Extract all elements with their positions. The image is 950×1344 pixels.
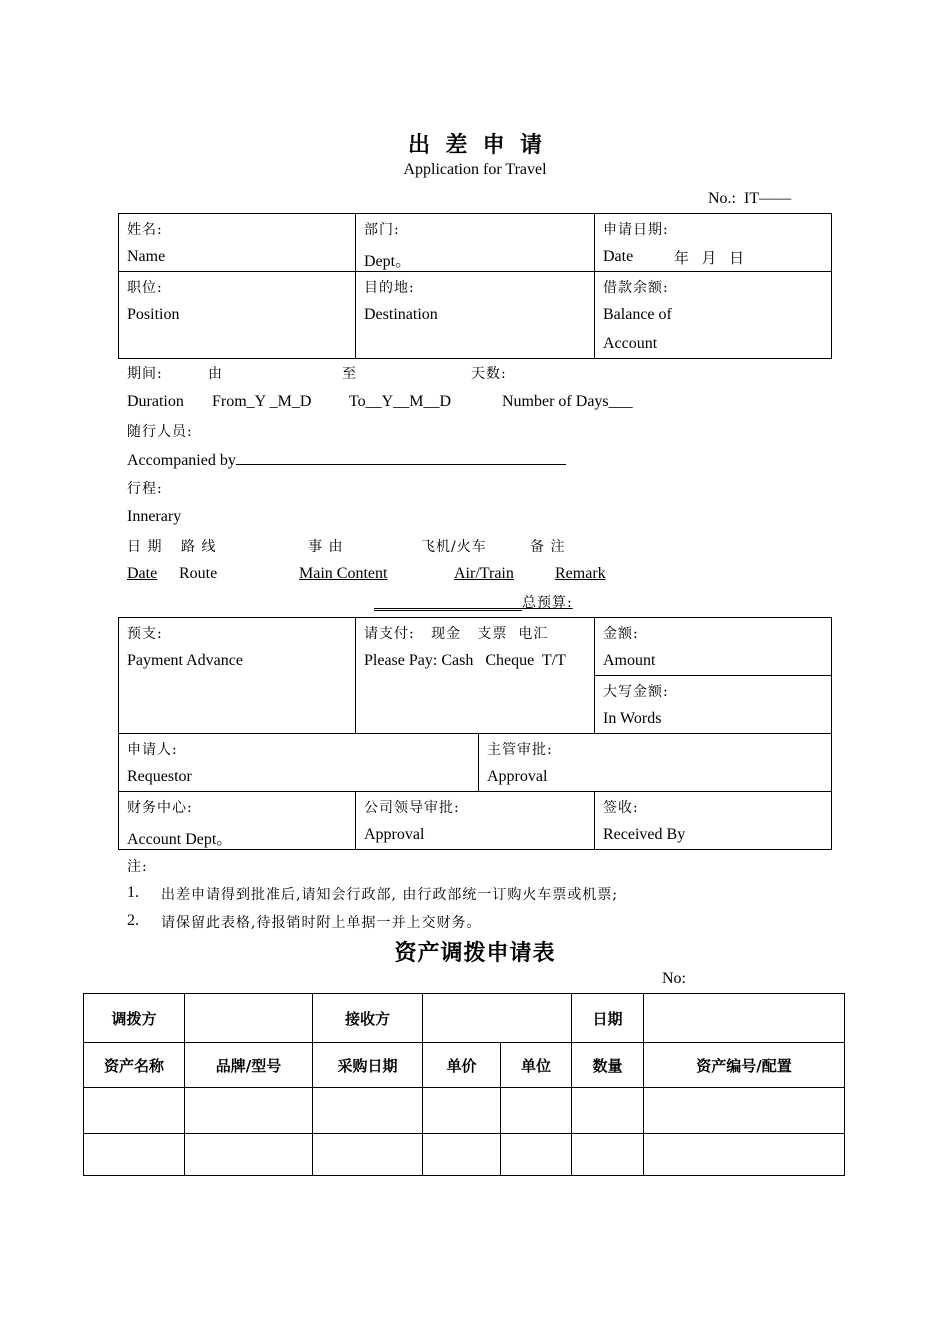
col-unit-price: 单价 xyxy=(446,1056,477,1075)
col-unit: 单位 xyxy=(520,1056,551,1075)
requestor-label-cn: 申请人: xyxy=(127,742,178,758)
duration-days-cn: 天数: xyxy=(471,366,507,382)
itinerary-col-route-en: Route xyxy=(179,565,218,582)
name-label-cn: 姓名: xyxy=(127,222,163,238)
accompanied-label-en xyxy=(127,450,566,470)
itinerary-col-content-en: Main Content xyxy=(299,565,388,582)
asset-from-label: 调拨方 xyxy=(111,1009,157,1028)
travel-number: No.: IT—— xyxy=(708,190,792,207)
dept-label-en: Dept。 xyxy=(364,253,412,270)
number-of-days-en: Number of Days___ xyxy=(502,393,633,410)
itinerary-col-date-en: Date xyxy=(127,565,158,582)
manager-approval-label-en: Approval xyxy=(487,768,548,785)
accompanied-blank xyxy=(236,450,566,465)
asset-to-value[interactable] xyxy=(423,994,571,1042)
destination-label-en: Destination xyxy=(364,306,438,323)
total-budget-label: 总预算: xyxy=(522,595,573,611)
asset-to-label: 接收方 xyxy=(344,1009,390,1028)
table-row[interactable] xyxy=(84,1088,844,1133)
asset-title: 资产调拨申请表 xyxy=(394,941,556,966)
col-asset-code: 资产编号/配置 xyxy=(696,1056,792,1075)
col-asset-name: 资产名称 xyxy=(103,1056,164,1075)
note-1-text: 出差申请得到批准后,请知会行政部, 由行政部统一订购火车票或机票; xyxy=(161,887,619,903)
itinerary-col-remark-en: Remark xyxy=(555,565,606,582)
duration-to-en: To__Y__M__D xyxy=(349,393,451,410)
travel-subtitle: Application for Travel xyxy=(403,161,547,178)
destination-label-cn: 目的地: xyxy=(364,280,415,296)
apply-date-label-en: Date xyxy=(603,248,634,265)
col-purchase-date: 采购日期 xyxy=(337,1056,398,1075)
note-2-number: 2. xyxy=(127,912,139,929)
itinerary-col-transport-en: Air/Train xyxy=(454,565,514,582)
advance-label-cn: 预支: xyxy=(127,626,163,642)
itinerary-label-cn: 行程: xyxy=(127,481,163,497)
note-2-text: 请保留此表格,待报销时附上单据一并上交财务。 xyxy=(161,915,482,931)
total-budget-line xyxy=(374,608,522,611)
balance-label-en-2: Account xyxy=(603,335,658,352)
please-pay-label-cn: 请支付: 现金 支票 电汇 xyxy=(364,626,549,642)
advance-label-en: Payment Advance xyxy=(127,652,243,669)
dept-label-cn: 部门: xyxy=(364,222,400,238)
amount-label-en: Amount xyxy=(603,652,656,669)
accompanied-label-cn: 随行人员: xyxy=(127,424,193,440)
duration-label-en: Duration xyxy=(127,393,184,410)
apply-date-label-cn: 申请日期: xyxy=(603,222,669,238)
travel-info-table xyxy=(118,213,832,359)
itinerary-col-content-cn: 事 由 xyxy=(308,539,344,555)
leader-approval-label-en: Approval xyxy=(364,826,425,843)
balance-label-cn: 借款余额: xyxy=(603,280,669,296)
itinerary-col-remark-cn: 备 注 xyxy=(530,539,566,555)
duration-label-cn: 期间: xyxy=(127,366,163,382)
asset-date-label: 日期 xyxy=(592,1009,623,1028)
itinerary-label-en: Innerary xyxy=(127,508,182,525)
name-label-en: Name xyxy=(127,248,166,265)
received-by-label-en: Received By xyxy=(603,826,686,843)
manager-approval-label-cn: 主管审批: xyxy=(487,742,553,758)
asset-number: No: xyxy=(662,970,686,987)
asset-date-value[interactable] xyxy=(644,994,844,1042)
in-words-label-cn: 大写金额: xyxy=(603,684,669,700)
position-label-en: Position xyxy=(127,306,180,323)
finance-label-en: Account Dept。 xyxy=(127,831,233,848)
duration-from-cn: 由 xyxy=(208,366,223,382)
note-1-number: 1. xyxy=(127,884,139,901)
received-by-label-cn: 签收: xyxy=(603,800,639,816)
requestor-label-en: Requestor xyxy=(127,768,192,785)
duration-to-cn: 至 xyxy=(342,366,357,382)
position-label-cn: 职位: xyxy=(127,280,163,296)
itinerary-col-route-cn: 路 线 xyxy=(181,539,217,555)
col-brand-model: 品牌/型号 xyxy=(215,1056,282,1075)
leader-approval-label-cn: 公司领导审批: xyxy=(364,800,460,816)
notes-label: 注: xyxy=(127,859,148,875)
itinerary-col-date-cn: 日 期 xyxy=(127,539,163,555)
please-pay-label-en: Please Pay: Cash Cheque T/T xyxy=(364,652,566,669)
in-words-label-en: In Words xyxy=(603,710,662,727)
amount-label-cn: 金额: xyxy=(603,626,639,642)
balance-label-en-1: Balance of xyxy=(603,306,672,323)
asset-from-value[interactable] xyxy=(185,994,312,1042)
accompanied-label-en-text: Accompanied by xyxy=(127,452,236,469)
travel-title: 出 差 申 请 xyxy=(408,132,542,158)
finance-label-cn: 财务中心: xyxy=(127,800,193,816)
itinerary-col-transport-cn: 飞机/火车 xyxy=(421,539,487,555)
apply-date-ymd: 年 月 日 xyxy=(674,249,746,267)
duration-from-en: From_Y _M_D xyxy=(212,393,312,410)
col-quantity: 数量 xyxy=(592,1056,623,1075)
table-row[interactable] xyxy=(84,1134,844,1175)
